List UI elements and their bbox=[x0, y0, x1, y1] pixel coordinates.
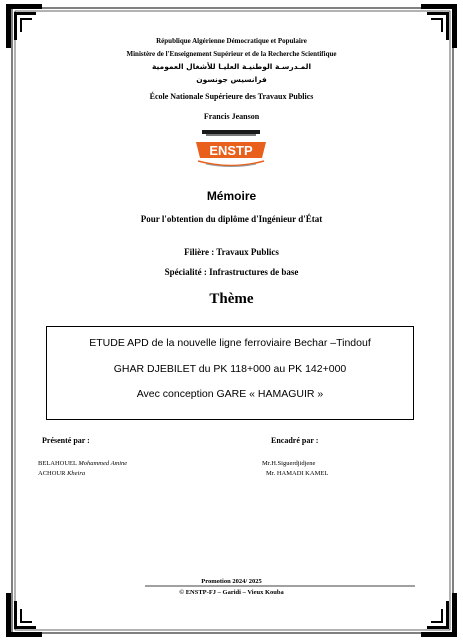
presenter-1-last: BELAHOUEL bbox=[38, 460, 77, 467]
presenter-2-last: ACHOUR bbox=[38, 470, 66, 477]
arabic-name-line: فرانسيس جونسون bbox=[196, 75, 267, 84]
presenter-1 bbox=[38, 460, 127, 467]
supervisor-2: Mr. HAMADI KAMEL bbox=[266, 470, 329, 477]
theme-heading: Thème bbox=[209, 291, 254, 307]
supervised-label: Encadré par : bbox=[271, 436, 319, 445]
presented-label: Présenté par : bbox=[42, 436, 90, 445]
theme-line-3: Avec conception GARE « HAMAGUIR » bbox=[136, 388, 324, 400]
school-name-line: Francis Jeanson bbox=[203, 112, 260, 121]
presenter-2 bbox=[38, 470, 85, 477]
logo-text: ENSTP bbox=[209, 143, 253, 158]
presenter-1-first: Mohammed Amine bbox=[78, 460, 128, 467]
corner-ornament-bottom-left bbox=[6, 593, 42, 637]
supervisor-1: Mr.H.Siguerdjidjene bbox=[262, 460, 316, 467]
presenter-2-first: Kheira bbox=[67, 470, 86, 477]
filiere-line: Filière : Travaux Publics bbox=[184, 247, 279, 257]
theme-line-1: ETUDE APD de la nouvelle ligne ferroviaire Bechar –Tindouf bbox=[89, 337, 371, 349]
document-purpose: Pour l'obtention du diplôme d'Ingénieur d'État bbox=[140, 214, 323, 224]
promotion-line: Promotion 2024/ 2025 bbox=[201, 578, 262, 585]
specialite-line: Spécialité : Infrastructures de base bbox=[164, 267, 299, 277]
ministry-line: Ministère de l'Enseignement Supérieur et de la Recherche Scientifique bbox=[126, 50, 337, 58]
enstp-logo bbox=[192, 128, 270, 168]
republic-line: République Algérienne Démocratique et Populaire bbox=[156, 37, 307, 45]
school-line: École Nationale Supérieure des Travaux Publics bbox=[149, 92, 314, 101]
copyright-line: © ENSTP-FJ – Garidi – Vieux Kouba bbox=[179, 589, 284, 596]
corner-ornament-bottom-right bbox=[421, 593, 457, 637]
document-type: Mémoire bbox=[206, 189, 257, 203]
theme-box bbox=[46, 326, 414, 420]
arabic-school-line: المـدرسـة الوطنيـة العليـا للأشغال العمومية bbox=[151, 62, 312, 71]
theme-line-2: GHAR DJEBILET du PK 118+000 au PK 142+000 bbox=[113, 363, 347, 375]
